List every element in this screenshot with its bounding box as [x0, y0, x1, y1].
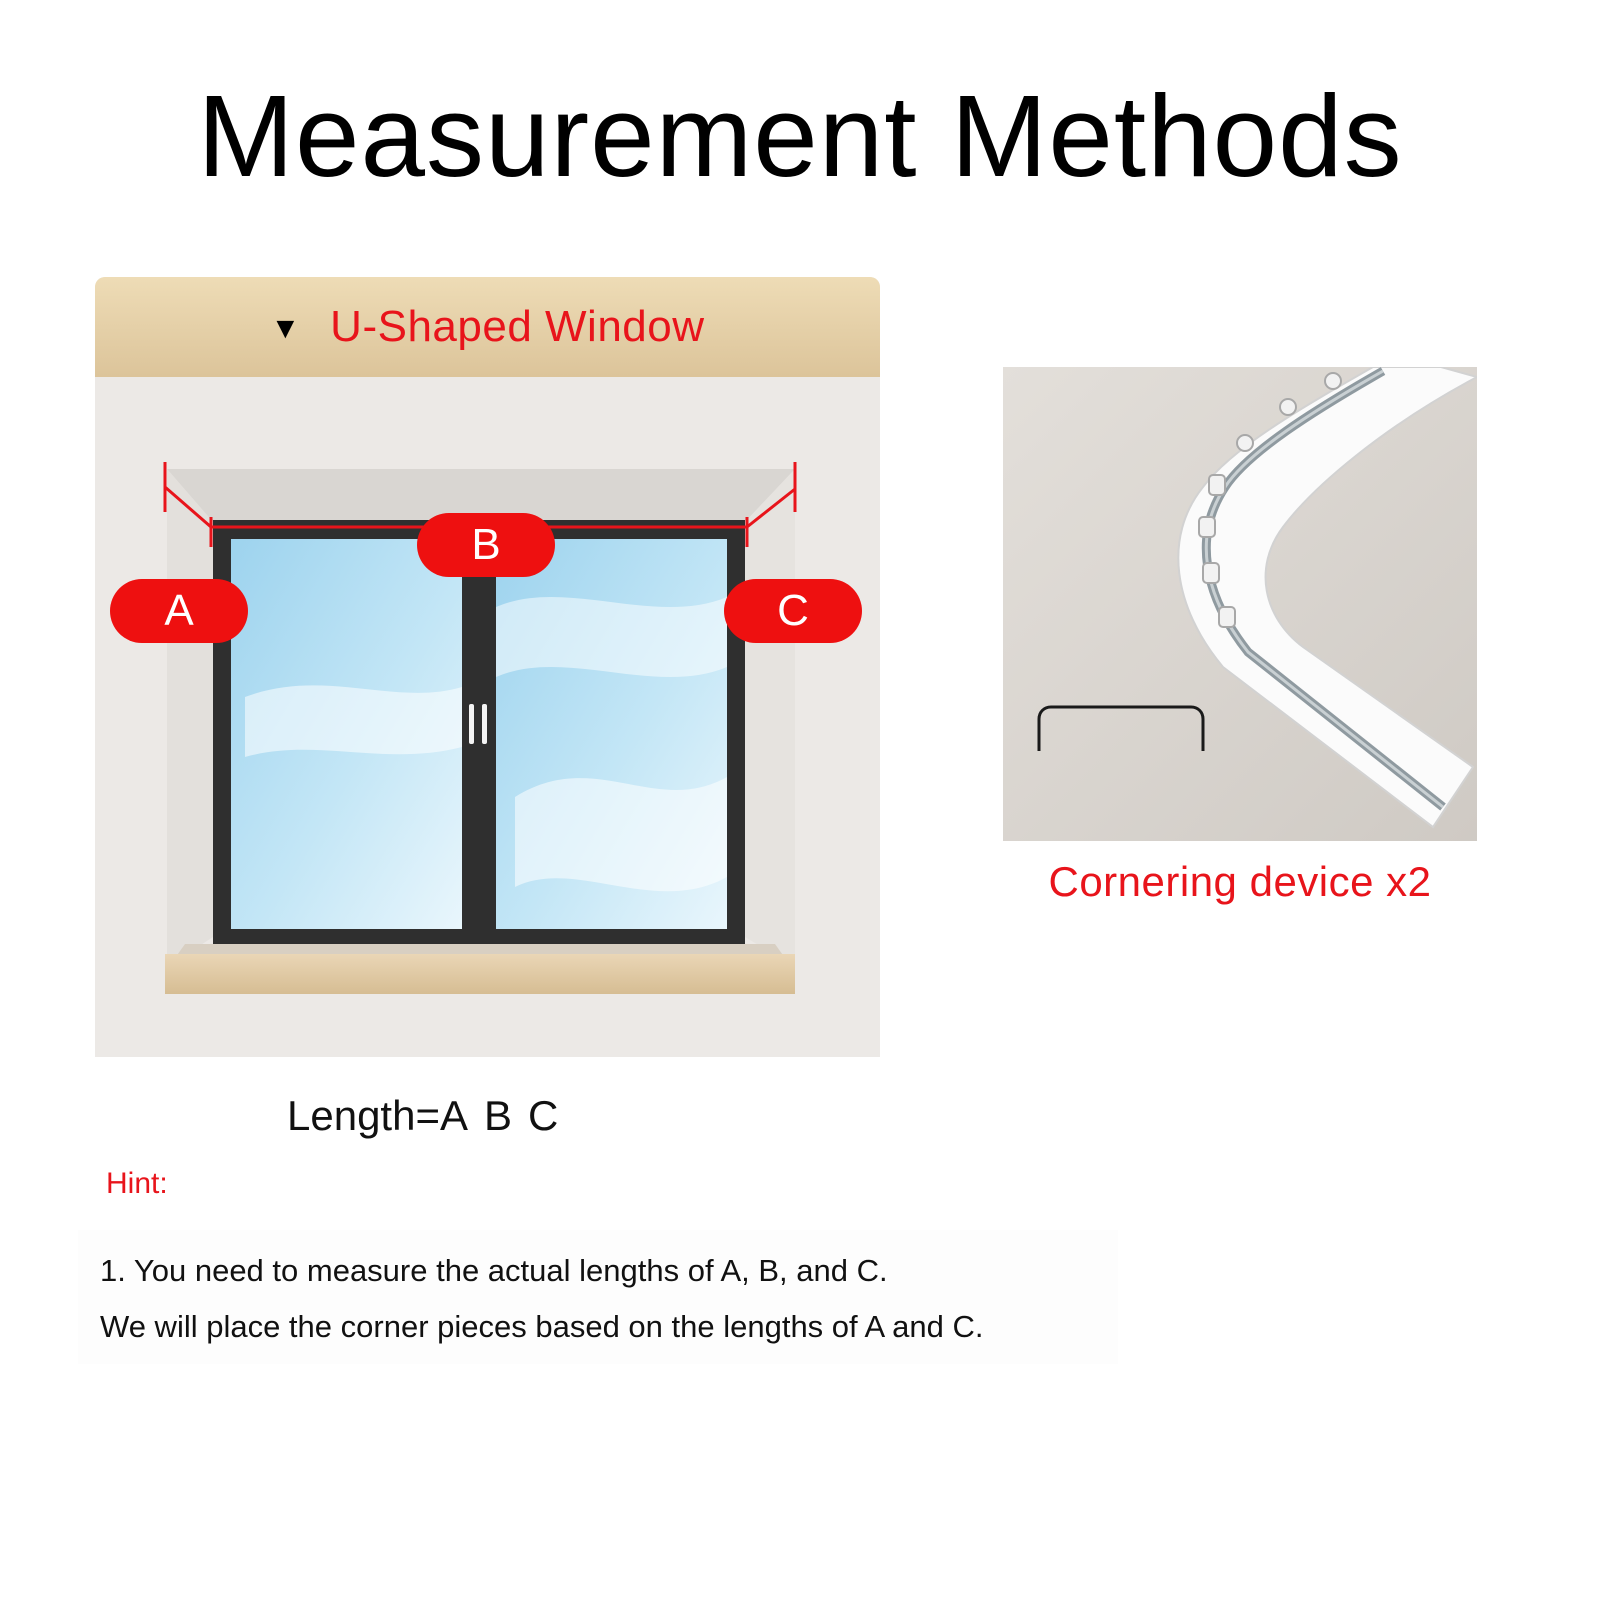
- length-formula: [287, 1092, 574, 1140]
- hint-line-2: We will place the corner pieces based on the lengths of A and C.: [100, 1309, 984, 1344]
- window-drawing: [95, 277, 880, 1057]
- cornering-device-drawing: [1003, 367, 1477, 841]
- label-a: A: [110, 579, 248, 643]
- recess-right: [745, 469, 795, 967]
- hint-label: Hint:: [106, 1167, 168, 1200]
- label-c: C: [724, 579, 862, 643]
- hint-line-1: 1. You need to measure the actual lengths of A, B, and C.: [100, 1253, 888, 1288]
- handle: [469, 704, 474, 744]
- window-type-label: U-Shaped Window: [330, 302, 705, 351]
- cornering-device-photo: [1003, 367, 1477, 841]
- cloud: [496, 597, 727, 677]
- u-shaped-window-illustration: [95, 277, 880, 1057]
- label-b: B: [417, 513, 555, 577]
- formula-b: B: [484, 1092, 513, 1139]
- cloud: [245, 685, 462, 757]
- handle: [482, 704, 487, 744]
- formula-prefix: Length=A: [287, 1092, 469, 1139]
- cloud: [515, 777, 727, 891]
- formula-c: C: [528, 1092, 559, 1139]
- triangle-down-icon: ▼: [270, 312, 301, 345]
- device-caption: Cornering device x2: [1048, 858, 1432, 905]
- page-title: Measurement Methods: [197, 71, 1403, 201]
- window-sill: [165, 954, 795, 994]
- recess-left: [167, 469, 213, 967]
- panel-header: [95, 277, 880, 377]
